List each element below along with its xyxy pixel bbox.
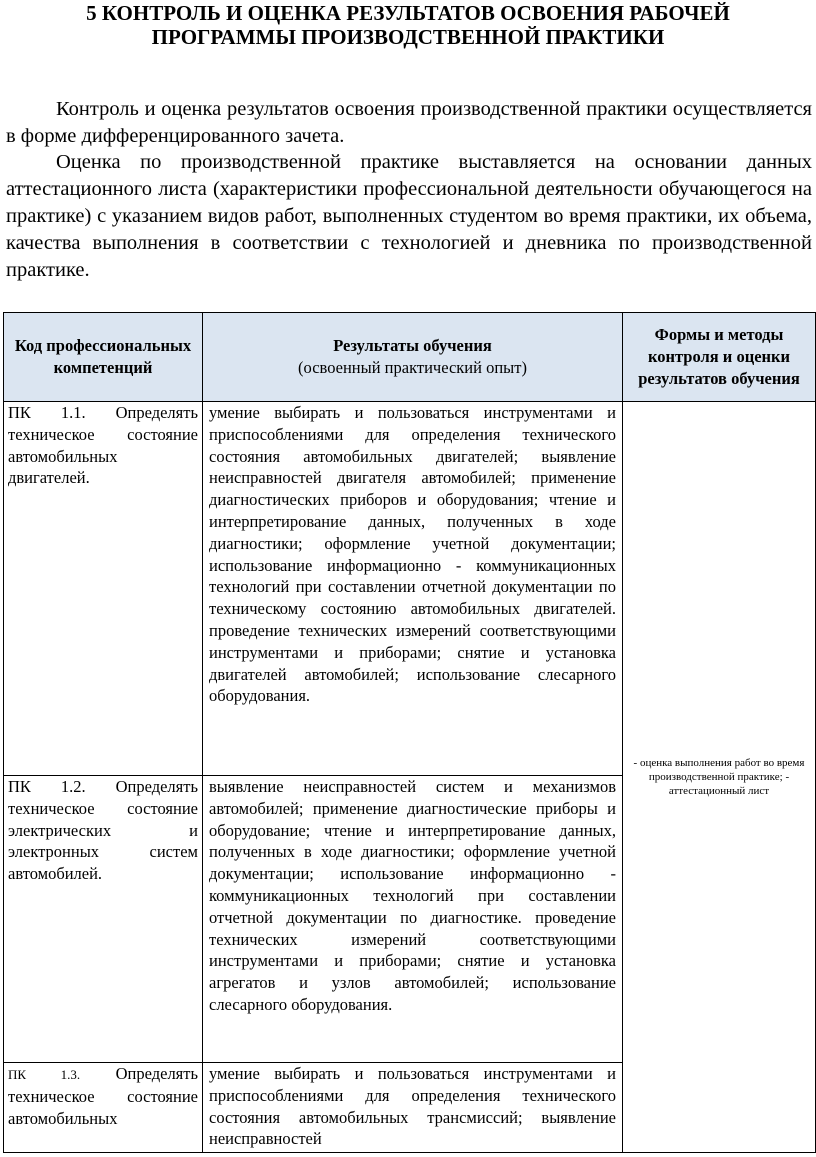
learning-results-cell: умение выбирать и пользоваться инструментами и приспособлениями для определения технического состояния автомобильных трансмиссий; выявление неисправностей [203, 1063, 623, 1153]
table-row [4, 402, 816, 776]
header-competence-code: Код профессиональных компетенций [4, 313, 203, 402]
competence-code-cell: ПК 1.2. Определять техническое состояние электрических и электронных систем автомобилей. [4, 776, 203, 1063]
section-heading-line-2: ПРОГРАММЫ ПРОИЗВОДСТВЕННОЙ ПРАКТИКИ [151, 25, 665, 49]
header-control-forms: Формы и методы контроля и оценки результатов обучения [623, 313, 816, 402]
competence-code-cell: ПК 1.1. Определять техническое состояние автомобильных двигателей. [4, 402, 203, 776]
control-forms-cell: - оценка выполнения работ во время производственной практике; - аттестационный лист [623, 402, 816, 1153]
header-learning-results [203, 313, 623, 402]
learning-results-cell: выявление неисправностей систем и механизмов автомобилей; применение диагностические приборы и оборудование; чтение и интерпретирование данных, полученных в ходе диагностики; оформление учетной документации; использование информационно - коммуникационных технологий при составлении отчетной документации по диагностике. проведение технических измерений соответствующими инструментами и приборами; снятие и установка агрегатов и узлов автомобилей; использование слесарного оборудования. [203, 776, 623, 1063]
learning-results-cell: умение выбирать и пользоваться инструментами и приспособлениями для определения технического состояния автомобильных двигателей; выявление неисправностей двигателя автомобилей; применение диагностических приборов и оборудования; чтение и интерпретирование данных, полученных в ходе диагностики; оформление учетной документации; использование информационно - коммуникационных технологий при составлении отчетной документации по техническому состоянию автомобильных двигателей. проведение технических измерений соответствующими инструментами и приборами; снятие и установка двигателей автомобилей; использование слесарного оборудования. [203, 402, 623, 776]
competence-code-prefix: ПК 1.3. [8, 1067, 81, 1082]
paragraph-assessment-basis: Оценка по производственной практике выставляется на основании данных аттестационного листа (характеристики профессиональной деятельности обучающегося на практике) с указанием видов работ, выполненных студентом во время практики, их объема, качества выполнения в соответствии с технологией и дневника по производственной практике. [6, 151, 812, 281]
competence-code-text: Определять техническое состояние автомобильных [8, 1064, 199, 1128]
section-heading-line-1: 5 КОНТРОЛЬ И ОЦЕНКА РЕЗУЛЬТАТОВ ОСВОЕНИЯ РАБОЧЕЙ [86, 1, 730, 25]
assessment-table [3, 312, 816, 1153]
header-learning-results-subtitle: (освоенный практический опыт) [298, 358, 527, 377]
section-heading [0, 1, 816, 49]
competence-code-cell [4, 1063, 203, 1153]
paragraph-control-form: Контроль и оценка результатов освоения производственной практики осуществляется в форме дифференцированного зачета. [6, 98, 812, 147]
table-header-row [4, 313, 816, 402]
header-learning-results-title: Результаты обучения [333, 336, 492, 356]
